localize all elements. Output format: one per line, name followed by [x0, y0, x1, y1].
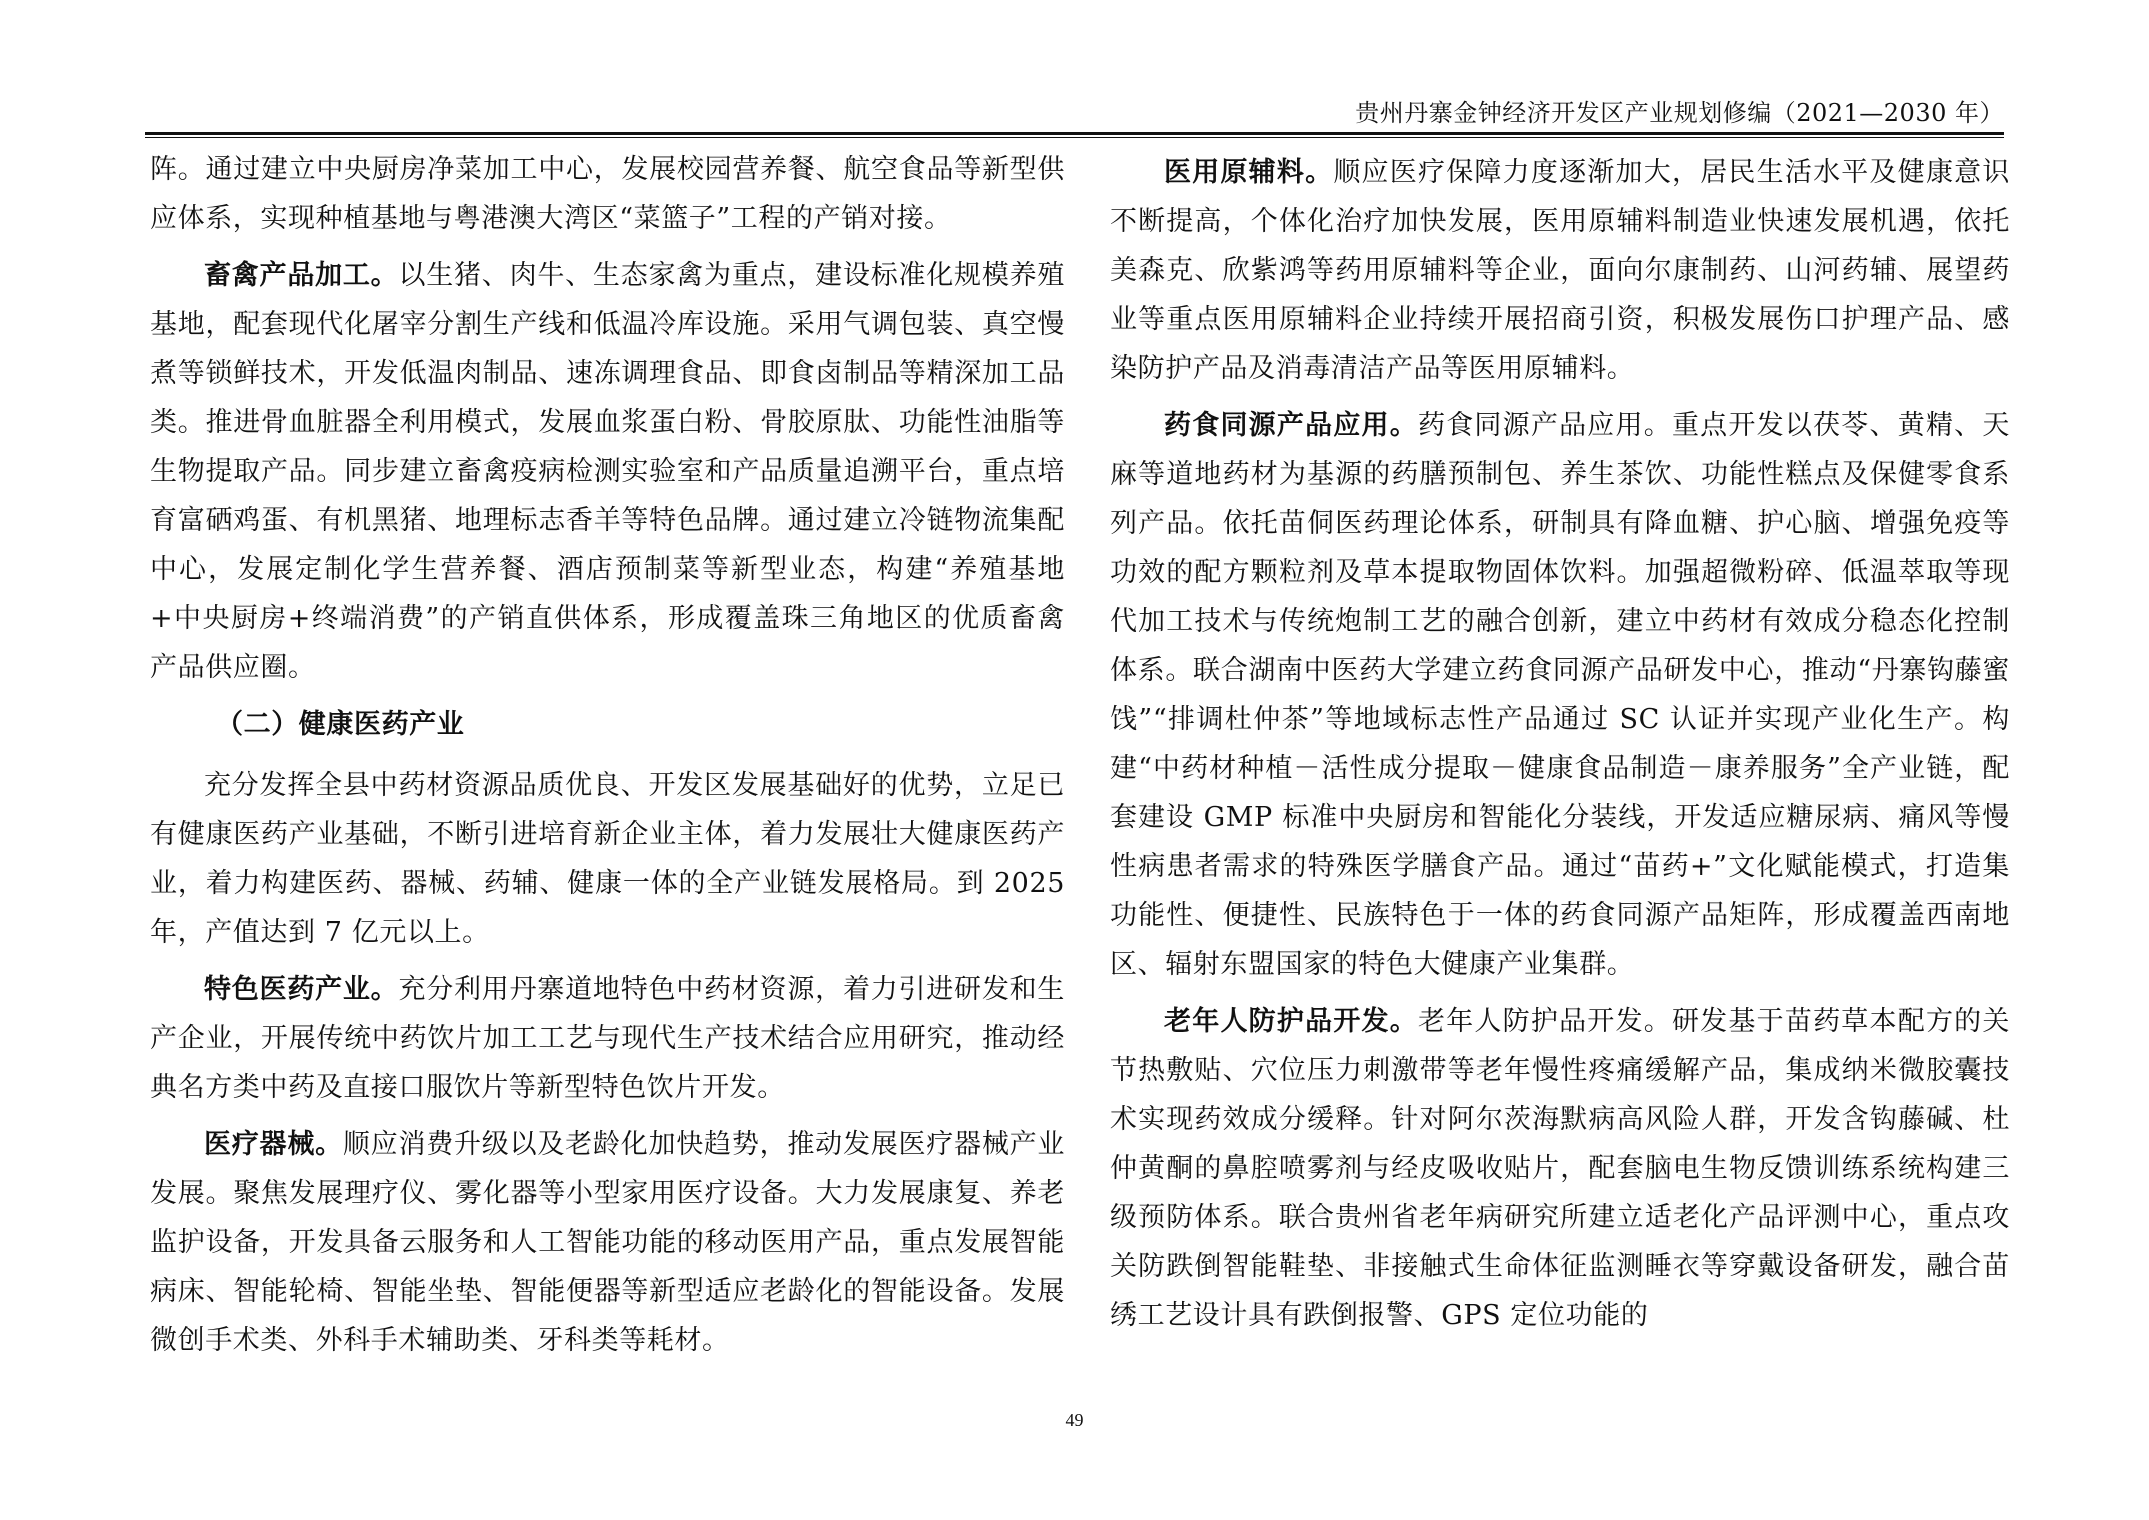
paragraph-lead: 老年人防护品开发。 [1164, 1006, 1418, 1037]
paragraph-body: 顺应医疗保障力度逐渐加大，居民生活水平及健康意识不断提高，个体化治疗加快发展，医用原辅料制造业快速发展机遇，依托美森克、欣紫鸿等药用原辅料等企业，面向尔康制药、山河药辅、展望药业等重点医用原辅料企业持续开展招商引资，积极发展伤口护理产品、感染防护产品及消毒清洁产品等医用原辅料。 [1110, 157, 2010, 384]
paragraph-special-medicine [150, 965, 1065, 1112]
paragraph-elderly-care [1110, 997, 2010, 1340]
paragraph-body: 以生猪、肉牛、生态家禽为重点，建设标准化规模养殖基地，配套现代化屠宰分割生产线和低温冷库设施。采用气调包装、真空慢煮等锁鲜技术，开发低温肉制品、速冻调理食品、即食卤制品等精深加工品类。推进骨血脏器全利用模式，发展血浆蛋白粉、骨胶原肽、功能性油脂等生物提取产品。同步建立畜禽疫病检测实验室和产品质量追溯平台，重点培育富硒鸡蛋、有机黑猪、地理标志香羊等特色品牌。通过建立冷链物流集配中心，发展定制化学生营养餐、酒店预制菜等新型业态，构建“养殖基地+中央厨房+终端消费”的产销直供体系，形成覆盖珠三角地区的优质畜禽产品供应圈。 [150, 260, 1066, 683]
paragraph-medical-materials [1110, 148, 2010, 393]
paragraph-lead: 药食同源产品应用。 [1164, 410, 1418, 441]
header-rule [145, 132, 2004, 139]
paragraph-lead: 医疗器械。 [204, 1129, 343, 1160]
page-number: 49 [1065, 1410, 1084, 1430]
paragraph-body: 老年人防护品开发。研发基于苗药草本配方的关节热敷贴、穴位压力刺激带等老年慢性疼痛缓解产品，集成纳米微胶囊技术实现药效成分缓释。针对阿尔茨海默病高风险人群，开发含钩藤碱、杜仲黄酮的鼻腔喷雾剂与经皮吸收贴片，配套脑电生物反馈训练系统构建三级预防体系。联合贵州省老年病研究所建立适老化产品评测中心，重点攻关防跌倒智能鞋垫、非接触式生命体征监测睡衣等穿戴设备研发，融合苗绣工艺设计具有跌倒报警、GPS 定位功能的 [1110, 1006, 2010, 1331]
header-rule-thin [145, 137, 2004, 138]
paragraph-continued: 阵。通过建立中央厨房净菜加工中心，发展校园营养餐、航空食品等新型供应体系，实现种植基地与粤港澳大湾区“菜篮子”工程的产销对接。 [150, 154, 1065, 234]
right-column [1110, 148, 2010, 1348]
header-rule-thick [145, 132, 2004, 135]
left-column [150, 145, 1065, 1373]
paragraph-livestock-processing [150, 251, 1065, 692]
section-heading: （二）健康医药产业 [216, 709, 465, 740]
paragraph-body: 顺应消费升级以及老龄化加快趋势，推动发展医疗器械产业发展。聚焦发展理疗仪、雾化器等小型家用医疗设备。大力发展康复、养老监护设备，开发具备云服务和人工智能功能的移动医用产品，重点发展智能病床、智能轮椅、智能坐垫、智能便器等新型适应老龄化的智能设备。发展微创手术类、外科手术辅助类、牙科类等耗材。 [150, 1129, 1065, 1356]
paragraph-lead: 畜禽产品加工。 [204, 260, 399, 291]
paragraph-medical-devices [150, 1120, 1065, 1365]
paragraph-food-medicine [1110, 401, 2010, 989]
paragraph-lead: 医用原辅料。 [1164, 157, 1334, 188]
paragraph-body: 药食同源产品应用。重点开发以茯苓、黄精、天麻等道地药材为基源的药膳预制包、养生茶饮、功能性糕点及保健零食系列产品。依托苗侗医药理论体系，研制具有降血糖、护心脑、增强免疫等功效的配方颗粒剂及草本提取物固体饮料。加强超微粉碎、低温萃取等现代加工技术与传统炮制工艺的融合创新，建立中药材有效成分稳态化控制体系。联合湖南中医药大学建立药食同源产品研发中心，推动“丹寨钩藤蜜饯”“排调杜仲茶”等地域标志性产品通过 SC 认证并实现产业化生产。构建“中药材种植－活性成分提取－健康食品制造－康养服务”全产业链，配套建设 GMP 标准中央厨房和智能化分装线，开发适应糖尿病、痛风等慢性病患者需求的特殊医学膳食产品。通过“苗药+”文化赋能模式，打造集功能性、便捷性、民族特色于一体的药食同源产品矩阵，形成覆盖西南地区、辐射东盟国家的特色大健康产业集群。 [1110, 410, 2010, 980]
running-header: 贵州丹寨金钟经济开发区产业规划修编（2021—2030 年） [1355, 99, 2004, 127]
paragraph-health-intro: 充分发挥全县中药材资源品质优良、开发区发展基础好的优势，立足已有健康医药产业基础，不断引进培育新企业主体，着力发展壮大健康医药产业，着力构建医药、器械、药辅、健康一体的全产业链发展格局。到 2025 年，产值达到 7 亿元以上。 [150, 770, 1065, 948]
paragraph-body: 充分利用丹寨道地特色中药材资源，着力引进研发和生产企业，开展传统中药饮片加工工艺与现代生产技术结合应用研究，推动经典名方类中药及直接口服饮片等新型特色饮片开发。 [150, 974, 1066, 1103]
paragraph-lead: 特色医药产业。 [204, 974, 399, 1005]
